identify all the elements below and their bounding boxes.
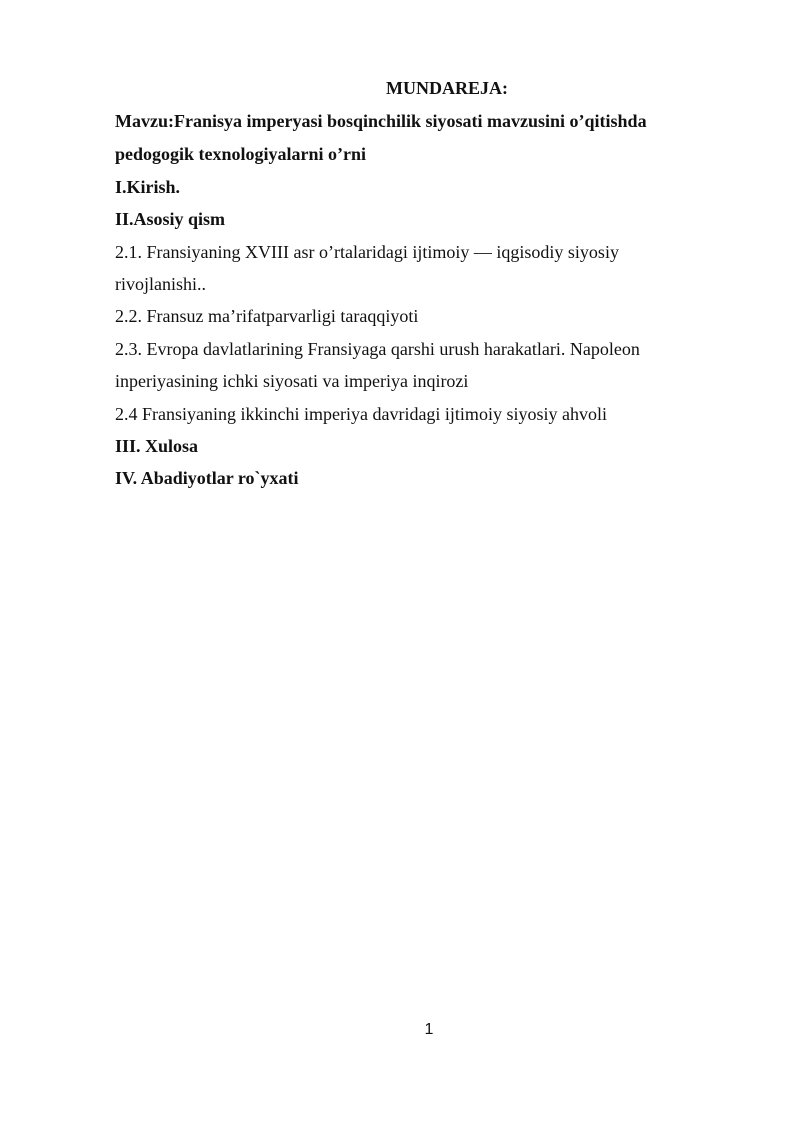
toc-heading-text: MUNDAREJA: bbox=[386, 78, 508, 98]
toc-item-2-3-line-1: 2.3. Evropa davlatlarining Fransiyaga qarshi urush harakatlari. Napoleon bbox=[115, 339, 640, 359]
toc-heading bbox=[0, 78, 800, 98]
page-number bbox=[0, 1021, 800, 1039]
toc-item-2-4: 2.4 Fransiyaning ikkinchi imperiya davridagi ijtimoiy siyosiy ahvoli bbox=[115, 404, 607, 424]
toc-item-main-part: II.Asosiy qism bbox=[115, 209, 226, 229]
topic-line-2: pedogogik texnologiyalarni o’rni bbox=[115, 144, 367, 164]
toc-item-2-1-line-2: rivojlanishi.. bbox=[115, 274, 206, 294]
toc-item-2-3-line-2: inperiyasining ichki siyosati va imperiya inqirozi bbox=[115, 371, 469, 391]
toc-item-references: IV. Abadiyotlar ro`yxati bbox=[115, 468, 299, 488]
topic-line-1: Mavzu:Franisya imperyasi bosqinchilik siyosati mavzusini o’qitishda bbox=[115, 111, 647, 131]
toc-item-2-2: 2.2. Fransuz ma’rifatparvarligi taraqqiyoti bbox=[115, 306, 419, 326]
page-number-text: 1 bbox=[424, 1021, 434, 1038]
toc-item-conclusion: III. Xulosa bbox=[115, 436, 199, 456]
toc-item-2-1-line-1: 2.1. Fransiyaning XVIII asr o’rtalaridagi ijtimoiy — iqgisodiy siyosiy bbox=[115, 242, 619, 262]
toc-item-intro: I.Kirish. bbox=[115, 177, 181, 197]
